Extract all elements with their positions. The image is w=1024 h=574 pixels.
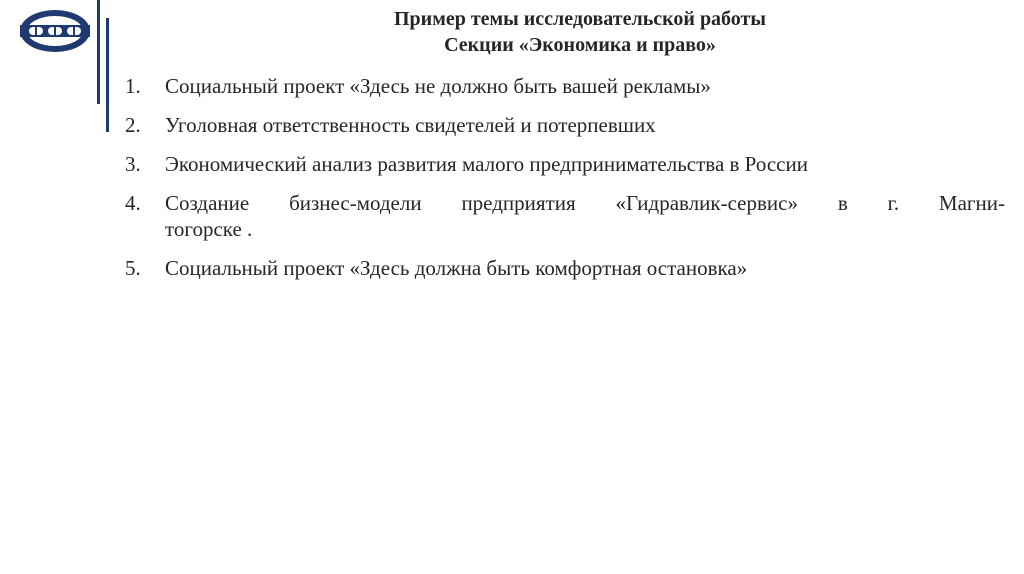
item-text: Социальный проект «Здесь должна быть комфортная остановка» [165, 256, 748, 280]
slide-title [300, 6, 860, 58]
list-item [125, 190, 1005, 242]
item-number: 1. [125, 74, 141, 98]
title-line-2: Секции «Экономика и право» [444, 34, 716, 56]
item-text [165, 190, 1005, 242]
divider-bar [106, 18, 109, 132]
divider-bar [97, 0, 100, 104]
list-item [125, 151, 1005, 177]
list-item [125, 255, 1005, 281]
item-number: 4. [125, 191, 141, 215]
item-text: Социальный проект «Здесь не должно быть вашей рекламы» [165, 74, 711, 98]
list-item [125, 73, 1005, 99]
ooo-logo-icon [18, 8, 92, 54]
topic-list [125, 73, 1005, 294]
item-number: 2. [125, 113, 141, 137]
item-text: Уголовная ответственность свидетелей и потерпевших [165, 113, 656, 137]
title-line-1: Пример темы исследовательской работы [394, 8, 766, 30]
item-number: 5. [125, 256, 141, 280]
list-item [125, 112, 1005, 138]
item-text: Экономический анализ развития малого предпринимательства в России [165, 152, 808, 176]
item-number: 3. [125, 152, 141, 176]
item-text-line-2: тогорске . [165, 217, 253, 241]
item-text-line-1: Создание бизнес-модели предприятия «Гидравлик-сервис» в г. Магни- [165, 191, 1005, 215]
